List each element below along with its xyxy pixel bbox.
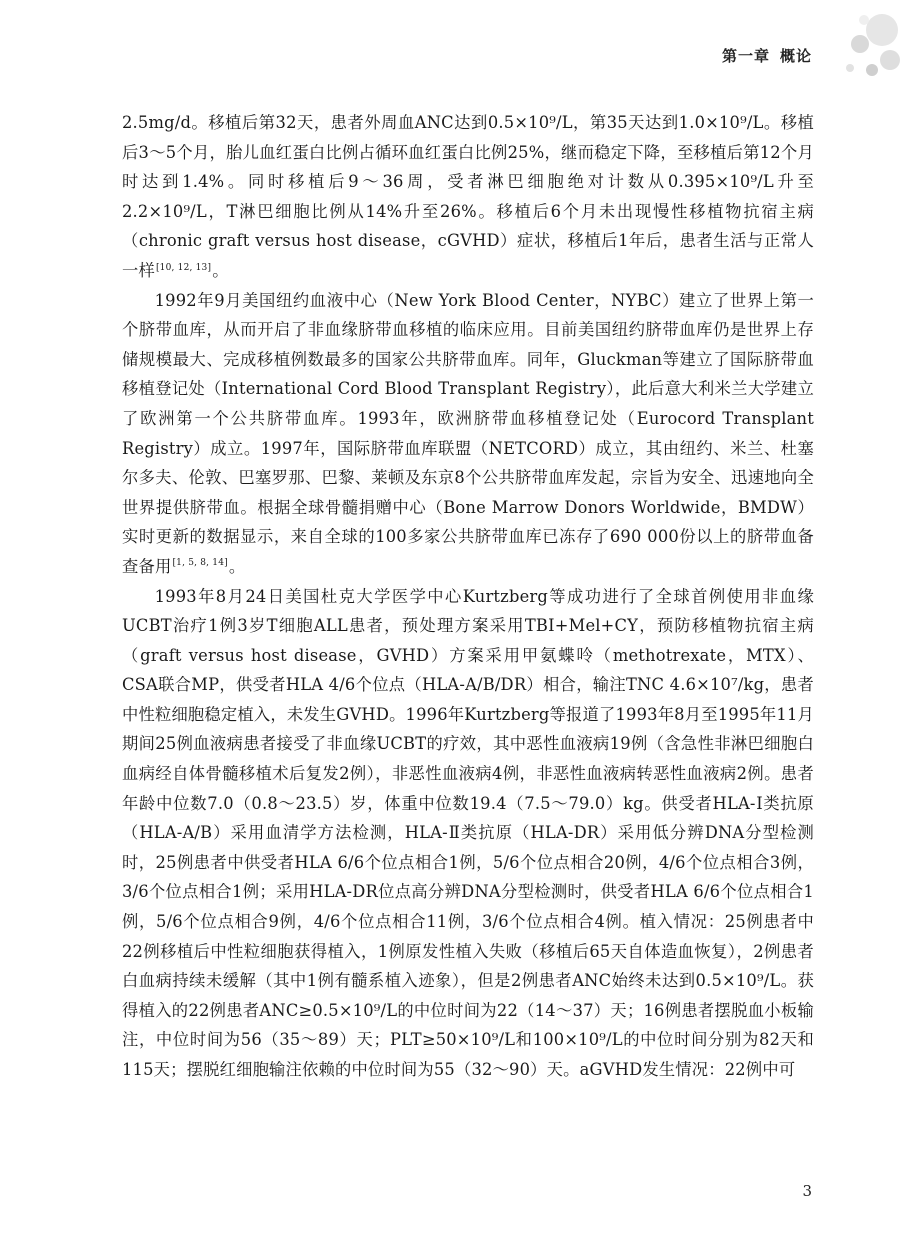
page-number: 3 xyxy=(802,1182,812,1200)
paragraph-text: 1992年9月美国纽约血液中心（New York Blood Center，NYBC）建立了世界上第一个脐带血库，从而开启了非血缘脐带血移植的临床应用。目前美国纽约脐带血库仍是世界上存储规模最大、完成移植例数最多的国家公共脐带血库。同年，Gluckman等建立了国际脐带血移植登记处（International Cord Blood Transplant Registry），此后意大利米兰大学建立了欧洲第一个公共脐带血库。1993年，欧洲脐带血移植登记处（Eurocord Transplant Registry）成立。1997年，国际脐带血库联盟（NETCORD）成立，其由纽约、米兰、杜塞尔多夫、伦敦、巴塞罗那、巴黎、莱顿及东京8个公共脐带血库发起，宗旨为安全、迅速地向全世界提供脐带血。根据全球骨髓捐赠中心（Bone Marrow Donors Worldwide，BMDW）实时更新的数据显示，来自全球的100多家公共脐带血库已冻存了690 000份以上的脐带血备查备用 xyxy=(122,290,814,576)
body-text xyxy=(122,108,814,1085)
paragraph-1 xyxy=(122,108,814,286)
running-header xyxy=(722,45,812,66)
citation-ref: [10, 12, 13] xyxy=(155,262,212,273)
chapter-label: 第一章 xyxy=(721,47,770,65)
paragraph-3 xyxy=(122,582,814,1085)
paragraph-text: 1993年8月24日美国杜克大学医学中心Kurtzberg等成功进行了全球首例使用非血缘UCBT治疗1例3岁T细胞ALL患者，预处理方案采用TBI+Mel+CY，预防移植物抗宿主病（graft versus host disease，GVHD）方案采用甲氨蝶呤（methotrexate，MTX）、CSA联合MP，供受者HLA 4/6个位点（HLA-A/B/DR）相合，输注TNC 4.6×10⁷/kg，患者中性粒细胞稳定植入，未发生GVHD。1996年Kurtzberg等报道了1993年8月至1995年11月期间25例血液病患者接受了非血缘UCBT的疗效，其中恶性血液病19例（含急性非淋巴细胞白血病经自体骨髓移植术后复发2例），非恶性血液病4例，非恶性血液病转恶性血液病2例。患者年龄中位数7.0（0.8～23.5）岁，体重中位数19.4（7.5～79.0）kg。供受者HLA-Ⅰ类抗原（HLA-A/B）采用血清学方法检测，HLA-Ⅱ类抗原（HLA-DR）采用低分辨DNA分型检测时，25例患者中供受者HLA 6/6个位点相合1例，5/6个位点相合20例，4/6个位点相合3例，3/6个位点相合1例；采用HLA-DR位点高分辨DNA分型检测时，供受者HLA 6/6个位点相合1例，5/6个位点相合9例，4/6个位点相合11例，3/6个位点相合4例。植入情况：25例患者中22例移植后中性粒细胞获得植入，1例原发性植入失败（移植后65天自体造血恢复），2例患者白血病持续未缓解（其中1例有髓系植入迹象），但是2例患者ANC始终未达到0.5×10⁹/L。获得植入的22例患者ANC≥0.5×10⁹/L的中位时间为22（14～37）天；16例患者摆脱血小板输注，中位时间为56（35～89）天；PLT≥50×10⁹/L和100×10⁹/L的中位时间分别为82天和115天；摆脱红细胞输注依赖的中位时间为55（32～90）天。aGVHD发生情况：22例中可 xyxy=(122,586,815,1079)
paragraph-end: 。 xyxy=(212,260,229,280)
paragraph-text: 2.5mg/d。移植后第32天，患者外周血ANC达到0.5×10⁹/L，第35天达到1.0×10⁹/L。移植后3～5个月，胎儿血红蛋白比例占循环血红蛋白比例25%，继而稳定下降，至移植后第12个月时达到1.4%。同时移植后9～36周，受者淋巴细胞绝对计数从0.395×10⁹/L升至2.2×10⁹/L，T淋巴细胞比例从14%升至26%。移植后6个月未出现慢性移植物抗宿主病（chronic graft versus host disease，cGVHD）症状，移植后1年后，患者生活与正常人一样 xyxy=(122,113,814,280)
paragraph-end: 。 xyxy=(228,556,246,576)
paragraph-2 xyxy=(122,286,814,582)
chapter-title: 概论 xyxy=(779,47,812,65)
citation-ref: [1, 5, 8, 14] xyxy=(172,558,228,569)
